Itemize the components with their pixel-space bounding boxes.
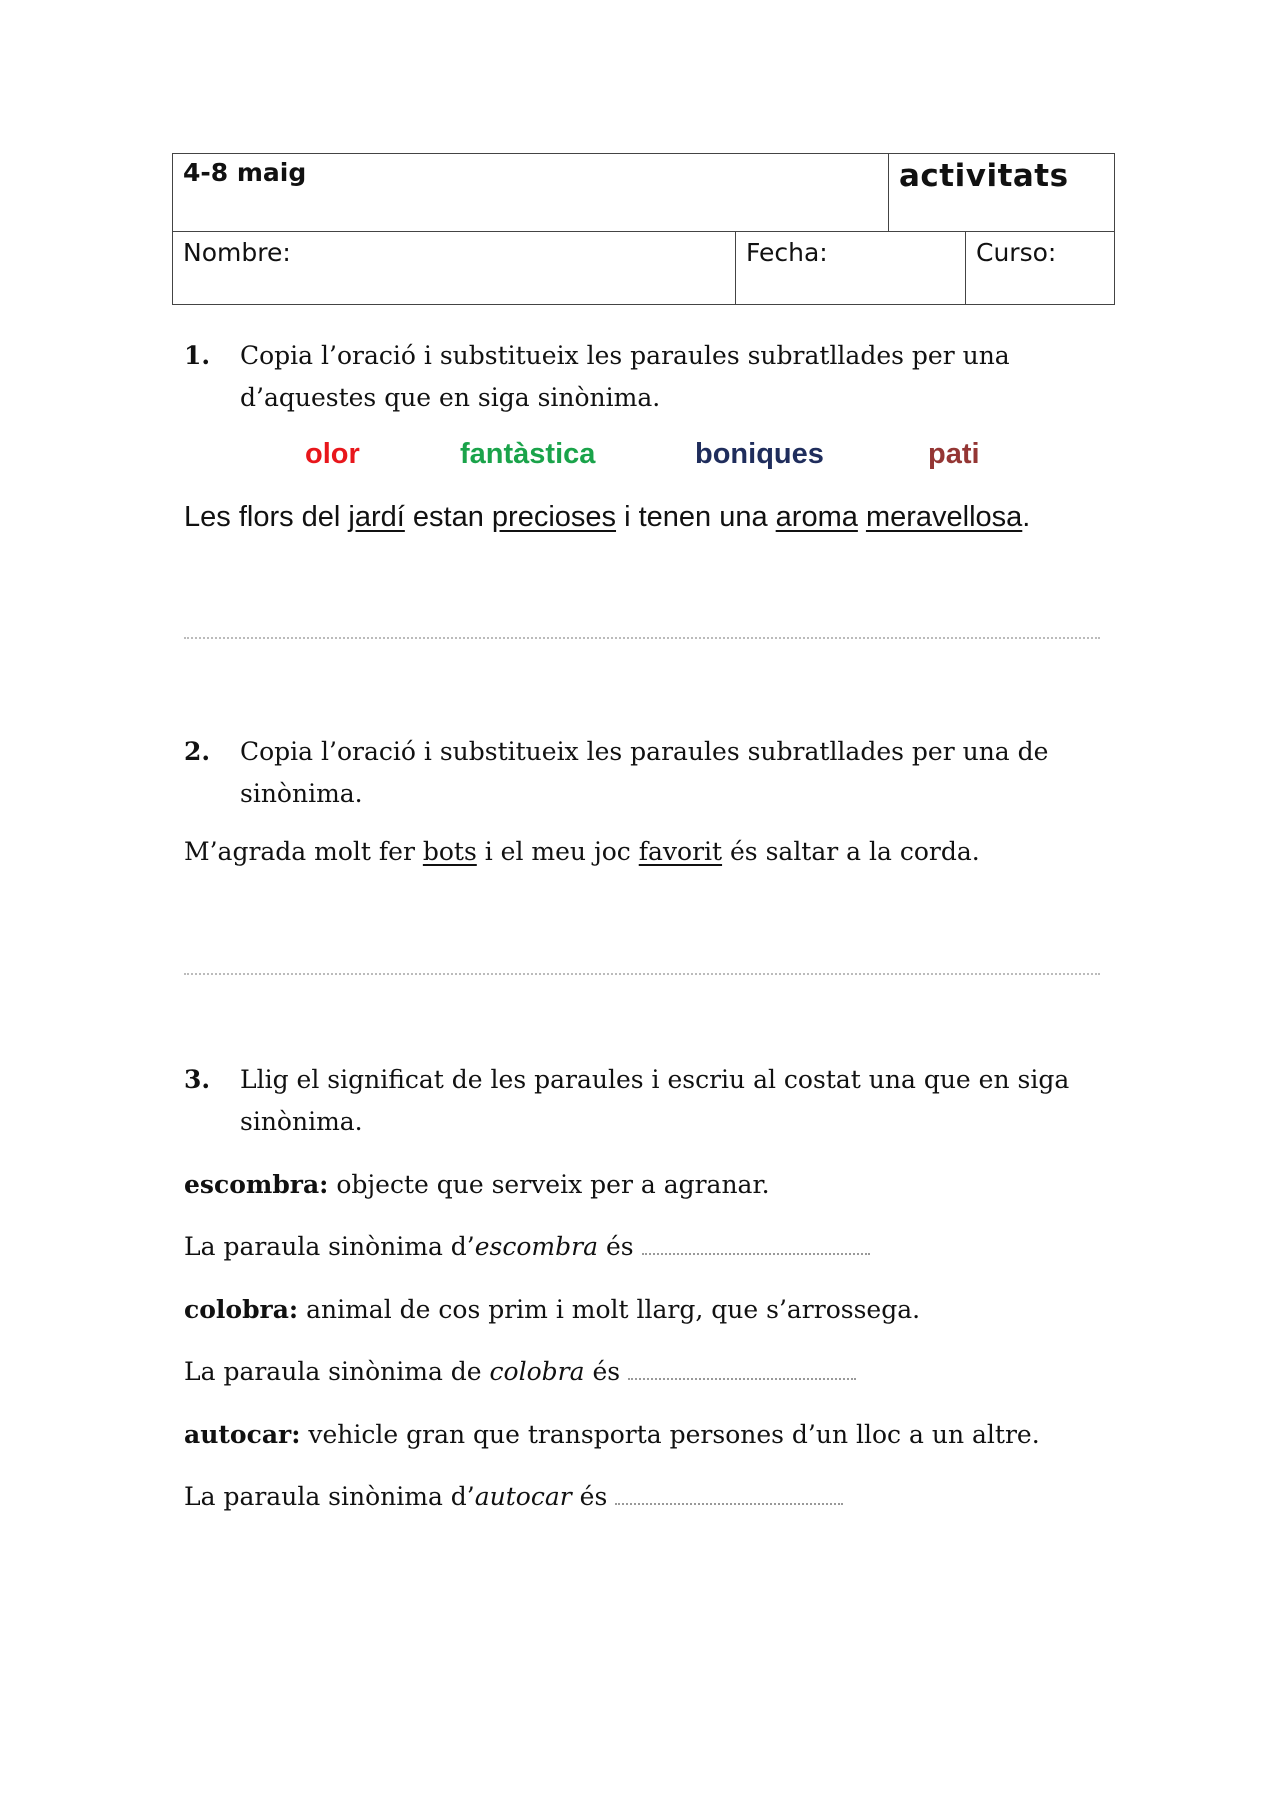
definition-text: vehicle gran que transporta persones d’un lloc a un altre. [300, 1420, 1040, 1449]
question-instruction: Copia l’oració i substitueix les paraules subratllades per una de sinònima. [240, 737, 1049, 808]
answer-blank[interactable] [628, 1378, 856, 1380]
prompt-escombra [184, 1232, 870, 1261]
defined-term: autocar: [184, 1420, 301, 1449]
worksheet-title: 4-8 maig [183, 158, 307, 187]
defined-term: escombra: [184, 1170, 329, 1199]
prompt-text: La paraula sinònima d’ [184, 1482, 475, 1511]
question-2 [184, 731, 1084, 815]
header-row-1 [173, 154, 1114, 232]
underlined-word: bots [422, 837, 477, 866]
answer-blank[interactable] [642, 1253, 870, 1255]
word-option-olor: olor [305, 438, 360, 470]
definition-colobra [184, 1295, 920, 1324]
definition-autocar [184, 1420, 1040, 1449]
answer-blank[interactable] [615, 1503, 843, 1505]
prompt-text: és [584, 1357, 621, 1386]
underlined-word: jardí [348, 501, 405, 533]
sentence-text: és saltar a la corda. [722, 837, 980, 866]
activities-cell [889, 154, 1114, 231]
name-field[interactable] [173, 232, 736, 304]
word-option-fantastica: fantàstica [460, 438, 596, 470]
date-label: Fecha: [746, 238, 828, 267]
answer-line-1[interactable] [184, 637, 1100, 639]
sentence-1 [184, 501, 1030, 534]
course-field[interactable] [966, 232, 1116, 304]
prompt-text: és [598, 1232, 634, 1261]
prompt-text: La paraula sinònima d’ [184, 1232, 475, 1261]
underlined-word: aroma [775, 501, 858, 533]
defined-term: colobra: [184, 1295, 299, 1324]
definition-text: objecte que serveix per a agranar. [328, 1170, 770, 1199]
underlined-word: precioses [491, 501, 617, 533]
word-option-pati: pati [928, 438, 980, 470]
prompt-text: és [571, 1482, 608, 1511]
sentence-text: . [1022, 501, 1031, 533]
question-1 [184, 335, 1084, 419]
sentence-text: Les flors del [184, 501, 349, 533]
prompt-colobra [184, 1357, 856, 1386]
sentence-2 [184, 837, 980, 866]
word-option-boniques: boniques [695, 438, 824, 470]
sentence-text: i tenen una [616, 501, 776, 533]
date-field[interactable] [736, 232, 966, 304]
sentence-text: M’agrada molt fer [184, 837, 423, 866]
prompt-word: colobra [489, 1357, 585, 1386]
underlined-word: favorit [638, 837, 723, 866]
prompt-word: autocar [474, 1482, 572, 1511]
sentence-text: i el meu joc [476, 837, 639, 866]
answer-line-2[interactable] [184, 973, 1100, 975]
question-number: 1. [184, 341, 211, 370]
underlined-word: meravellosa [865, 501, 1023, 533]
sentence-text [858, 501, 866, 533]
prompt-word: escombra [474, 1232, 598, 1261]
prompt-text: La paraula sinònima de [184, 1357, 490, 1386]
header-table [172, 153, 1115, 305]
definition-escombra [184, 1170, 770, 1199]
question-number: 2. [184, 737, 211, 766]
header-row-2 [173, 232, 1114, 304]
prompt-autocar [184, 1482, 843, 1511]
course-label: Curso: [976, 238, 1057, 267]
definition-text: animal de cos prim i molt llarg, que s’arrossega. [298, 1295, 921, 1324]
question-instruction: Llig el significat de les paraules i escriu al costat una que en siga sinònima. [240, 1065, 1070, 1136]
question-instruction: Copia l’oració i substitueix les paraules subratllades per una d’aquestes que en siga sinònima. [240, 341, 1010, 412]
activities-label: activitats [899, 158, 1069, 194]
question-number: 3. [184, 1065, 211, 1094]
name-label: Nombre: [183, 238, 291, 267]
sentence-text: estan [404, 501, 492, 533]
question-3 [184, 1059, 1084, 1143]
title-cell [173, 154, 889, 231]
